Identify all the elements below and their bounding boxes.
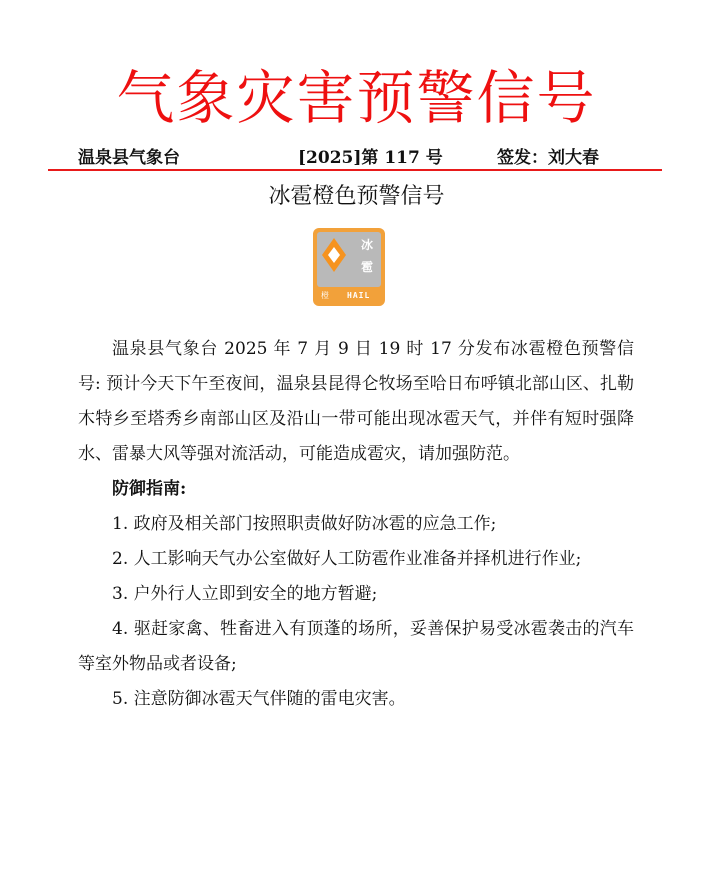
masthead-title: 气象灾害预警信号 [116, 64, 597, 132]
document-body [78, 332, 634, 717]
signal-glyphs: 冰 雹 [360, 238, 373, 274]
hail-orange-warning-icon [313, 228, 385, 306]
signal-level-text: 橙 [321, 291, 329, 300]
guide-item-3: 3. 户外行人立即到安全的地方暂避; [112, 584, 378, 604]
guide-item-4: 4. 驱赶家禽、牲畜进入有顶蓬的场所，妥善保护易受冰雹袭击的汽车等室外物品或者设备; [78, 619, 634, 674]
header-divider [48, 169, 662, 171]
document-number: [2025]第 117 号 [298, 148, 443, 168]
signal-footer [317, 289, 381, 302]
guide-item-1: 1. 政府及相关部门按照职责做好防冰雹的应急工作; [112, 514, 497, 534]
issuer-label: 温泉县气象台 [78, 148, 180, 168]
guide-item-2: 2. 人工影响天气办公室做好人工防雹作业准备并择机进行作业; [112, 549, 582, 569]
signer-label: 签发：刘大春 [497, 148, 599, 168]
signal-english-text: HAIL [347, 291, 371, 300]
warning-title: 冰雹橙色预警信号 [268, 184, 445, 209]
guide-heading: 防御指南: [112, 479, 187, 499]
guide-item-5: 5. 注意防御冰雹天气伴随的雷电灾害。 [112, 689, 406, 709]
warning-paragraph: 温泉县气象台 2025 年 7 月 9 日 19 时 17 分发布冰雹橙色预警信号: 预计今天下午至夜间，温泉县昆得仑牧场至哈日布呼镇北部山区、扎勒木特乡至塔秀乡南部山区及沿山一带可能出现冰雹天气，并伴有短时强降水、雷暴大风等强对流活动，可能造成雹灾，请加强防范。 [78, 339, 634, 464]
